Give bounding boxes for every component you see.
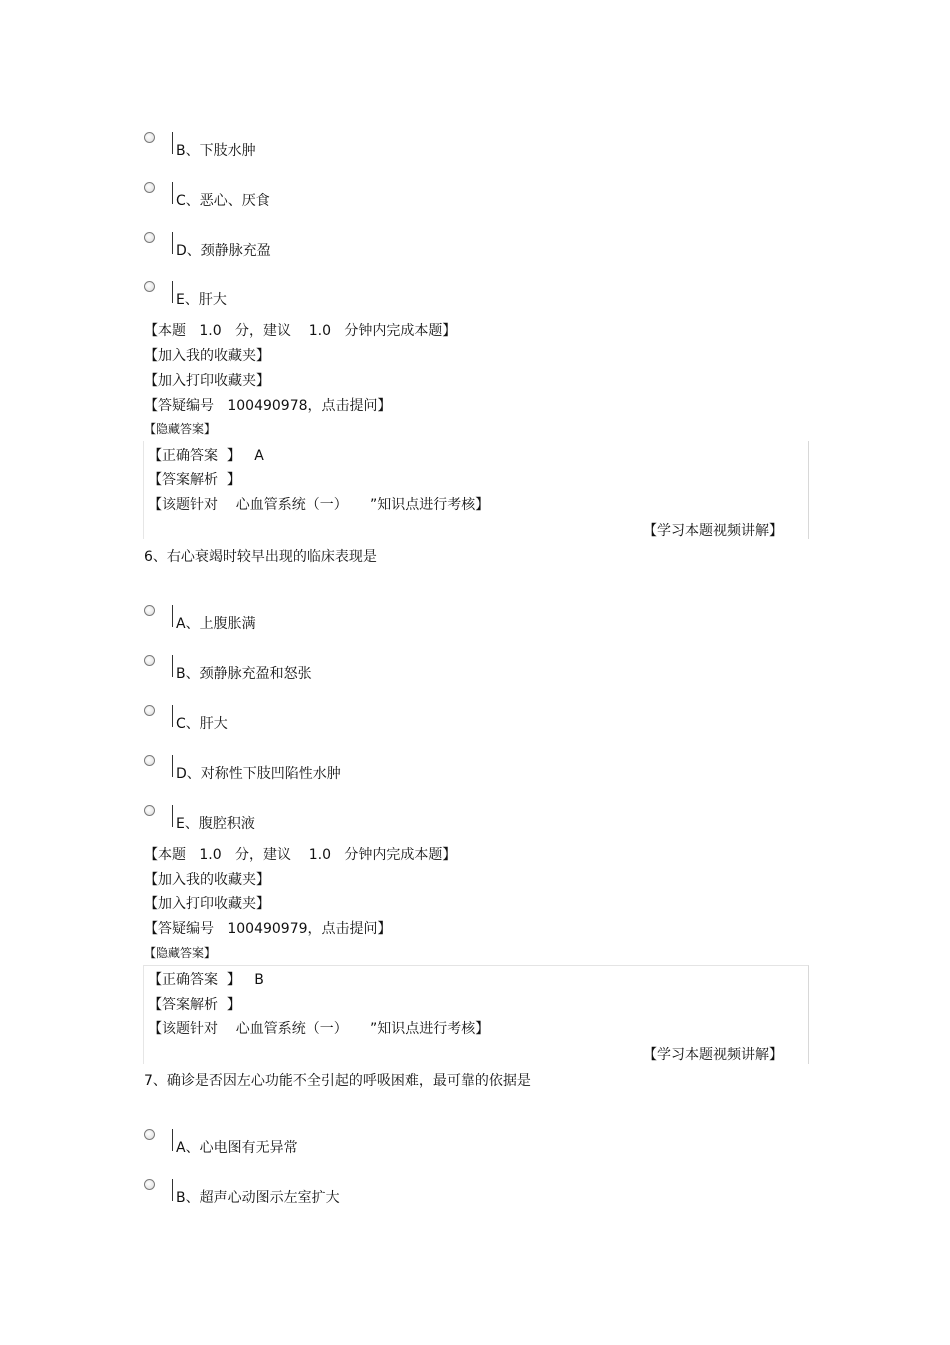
option-label: B、颈静脉充盈和怒张 xyxy=(176,666,312,682)
option-label: E、腹腔积液 xyxy=(176,816,255,832)
radio-button-icon[interactable] xyxy=(144,805,155,816)
radio-button-icon[interactable] xyxy=(144,132,155,143)
q6-answer-panel xyxy=(143,965,809,1064)
option-divider xyxy=(172,281,173,303)
option-label: C、恶心、厌食 xyxy=(176,193,270,209)
option-divider xyxy=(172,805,173,827)
option-label: A、上腹胀满 xyxy=(176,616,256,632)
option-label: C、肝大 xyxy=(176,716,228,732)
correct-answer: 【正确答案 】 B xyxy=(148,972,264,988)
q5-ask-question-link[interactable]: 【答疑编号 100490978，点击提问】 xyxy=(144,398,392,414)
answer-analysis: 【答案解析 】 xyxy=(148,997,241,1013)
radio-button-icon[interactable] xyxy=(144,655,155,666)
q6-title: 6、右心衰竭时较早出现的临床表现是 xyxy=(144,549,377,565)
radio-button-icon[interactable] xyxy=(144,755,155,766)
q5-add-print-favorite-link[interactable]: 【加入打印收藏夹】 xyxy=(144,373,270,389)
option-label: D、颈静脉充盈 xyxy=(176,243,271,259)
knowledge-point: 【该题针对 心血管系统（一） ”知识点进行考核】 xyxy=(148,1021,490,1037)
q5-add-favorite-link[interactable]: 【加入我的收藏夹】 xyxy=(144,348,270,364)
correct-answer: 【正确答案 】 A xyxy=(148,448,264,464)
option-divider xyxy=(172,232,173,254)
radio-button-icon[interactable] xyxy=(144,1179,155,1190)
option-label: D、对称性下肢凹陷性水肿 xyxy=(176,766,341,782)
q6-hide-answer-link[interactable]: 【隐藏答案】 xyxy=(144,946,217,960)
option-divider xyxy=(172,182,173,204)
option-divider xyxy=(172,605,173,627)
radio-button-icon[interactable] xyxy=(144,705,155,716)
radio-button-icon[interactable] xyxy=(144,182,155,193)
answer-analysis: 【答案解析 】 xyxy=(148,472,241,488)
q5-score-line: 【本题 1.0 分，建议 1.0 分钟内完成本题】 xyxy=(144,323,457,339)
option-divider xyxy=(172,655,173,677)
q7-title: 7、确诊是否因左心功能不全引起的呼吸困难，最可靠的依据是 xyxy=(144,1073,531,1089)
option-label: B、下肢水肿 xyxy=(176,143,256,159)
option-label: B、超声心动图示左室扩大 xyxy=(176,1190,340,1206)
option-divider xyxy=(172,132,173,154)
video-explanation-link[interactable]: 【学习本题视频讲解】 xyxy=(643,1047,783,1063)
q6-add-print-favorite-link[interactable]: 【加入打印收藏夹】 xyxy=(144,896,270,912)
video-explanation-link[interactable]: 【学习本题视频讲解】 xyxy=(643,523,783,539)
option-divider xyxy=(172,755,173,777)
radio-button-icon[interactable] xyxy=(144,605,155,616)
q6-ask-question-link[interactable]: 【答疑编号 100490979，点击提问】 xyxy=(144,921,392,937)
option-divider xyxy=(172,1179,173,1201)
radio-button-icon[interactable] xyxy=(144,232,155,243)
knowledge-point: 【该题针对 心血管系统（一） ”知识点进行考核】 xyxy=(148,497,490,513)
q5-answer-panel xyxy=(143,441,809,539)
radio-button-icon[interactable] xyxy=(144,1129,155,1140)
radio-button-icon[interactable] xyxy=(144,281,155,292)
q6-score-line: 【本题 1.0 分，建议 1.0 分钟内完成本题】 xyxy=(144,847,457,863)
q6-add-favorite-link[interactable]: 【加入我的收藏夹】 xyxy=(144,872,270,888)
q5-hide-answer-link[interactable]: 【隐藏答案】 xyxy=(144,422,217,436)
option-divider xyxy=(172,1129,173,1151)
option-label: A、心电图有无异常 xyxy=(176,1140,298,1156)
option-divider xyxy=(172,705,173,727)
option-label: E、肝大 xyxy=(176,292,227,308)
